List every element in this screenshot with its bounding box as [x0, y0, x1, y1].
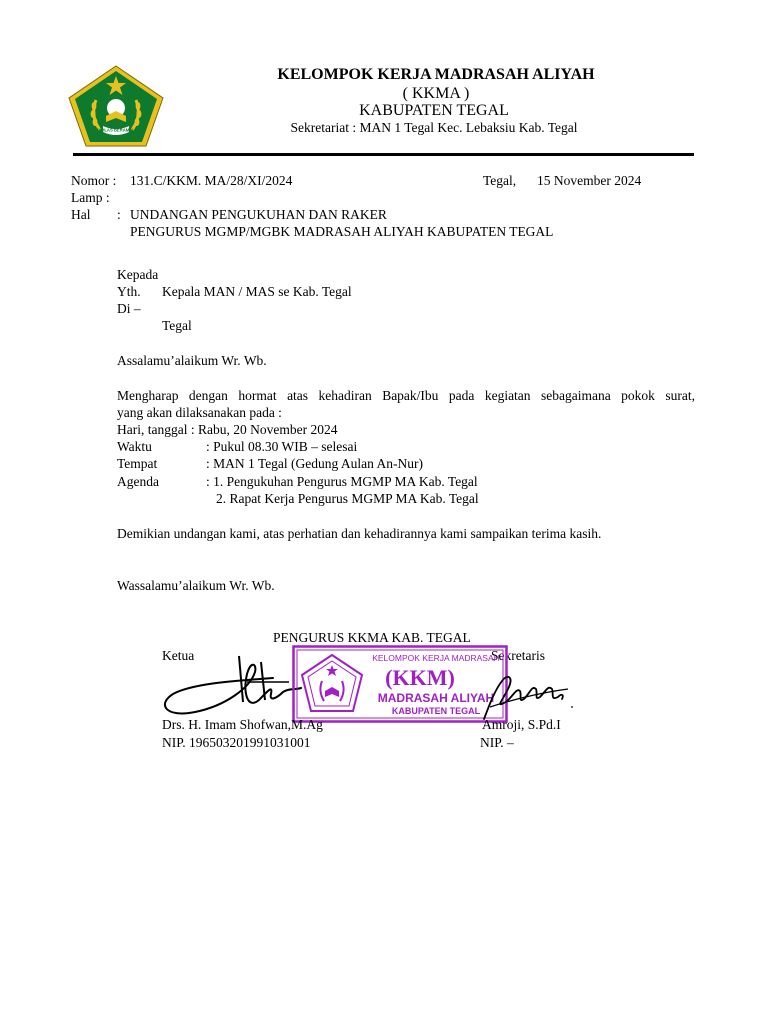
recipient-place: Tegal — [162, 318, 192, 333]
agenda-item-1: : 1. Pengukuhan Pengurus MGMP MA Kab. Tegal — [206, 474, 478, 489]
header-divider — [73, 153, 694, 156]
nomor-label: Nomor : — [71, 173, 117, 188]
hal-line-2: PENGURUS MGMP/MGBK MADRASAH ALIYAH KABUPATEN TEGAL — [130, 224, 554, 239]
svg-text:IKHLAS BERAMAL: IKHLAS BERAMAL — [97, 127, 135, 133]
time-label: Waktu — [117, 439, 152, 454]
left-name: Drs. H. Imam Shofwan,M.Ag — [162, 717, 323, 732]
sekretaris-signature-icon — [478, 663, 578, 725]
org-abbr: ( KKMA ) — [402, 85, 470, 102]
org-name: KELOMPOK KERJA MADRASAH ALIYAH — [277, 66, 595, 83]
svg-text:(KKM): (KKM) — [385, 665, 455, 690]
agenda-label: Agenda — [117, 474, 159, 489]
kkm-stamp-icon — [292, 645, 508, 723]
farewell: Wassalamu’alaikum Wr. Wb. — [117, 578, 275, 593]
signature-org: PENGURUS KKMA KAB. TEGAL — [273, 630, 471, 645]
svg-text:MADRASAH ALIYAH: MADRASAH ALIYAH — [377, 691, 495, 705]
place-label: Tempat — [117, 456, 158, 471]
hal-colon: : — [117, 207, 121, 222]
di-label: Di – — [117, 301, 141, 316]
yth-value: Kepala MAN / MAS se Kab. Tegal — [162, 284, 352, 299]
hal-label: Hal — [71, 207, 91, 222]
ketua-signature-icon — [155, 652, 305, 722]
time-value: : Pukul 08.30 WIB – selesai — [206, 439, 358, 454]
svg-text:KABUPATEN TEGAL: KABUPATEN TEGAL — [391, 706, 481, 716]
secretariat-address: Sekretariat : MAN 1 Tegal Kec. Lebaksiu Kab. Tegal — [290, 120, 578, 135]
place-value: : MAN 1 Tegal (Gedung Aulan An-Nur) — [206, 456, 424, 471]
intro-line-2: yang akan dilaksanakan pada : — [117, 405, 282, 420]
lamp-label: Lamp : — [71, 190, 110, 205]
intro-line-1: Mengharap dengan hormat atas kehadiran Bapak/Ibu pada kegiatan sebagaimana pokok surat, — [117, 388, 695, 403]
greeting: Assalamu’alaikum Wr. Wb. — [117, 353, 267, 368]
nomor-value: 131.C/KKM. MA/28/XI/2024 — [130, 173, 293, 188]
closing-sentence: Demikian undangan kami, atas perhatian dan kehadirannya kami sampaikan terima kasih. — [117, 526, 602, 541]
agenda-item-2: 2. Rapat Kerja Pengurus MGMP MA Kab. Tegal — [216, 491, 479, 506]
region-title: KABUPATEN TEGAL — [359, 102, 509, 119]
left-nip: NIP. 196503201991031001 — [162, 735, 311, 750]
letter-date: 15 November 2024 — [537, 173, 642, 188]
yth-label: Yth. — [117, 284, 141, 299]
right-role: Sekretaris — [491, 648, 545, 663]
right-nip: NIP. – — [480, 735, 514, 750]
hal-line-1: UNDANGAN PENGUKUHAN DAN RAKER — [130, 207, 387, 222]
schedule-date: Hari, tanggal : Rabu, 20 November 2024 — [117, 422, 338, 437]
city-label: Tegal, — [483, 173, 517, 188]
kepada: Kepada — [117, 267, 159, 282]
left-role: Ketua — [162, 648, 195, 663]
svg-text:KELOMPOK KERJA MADRASAH: KELOMPOK KERJA MADRASAH — [372, 653, 500, 663]
right-name: Amroji, S.Pd.I — [482, 717, 561, 732]
